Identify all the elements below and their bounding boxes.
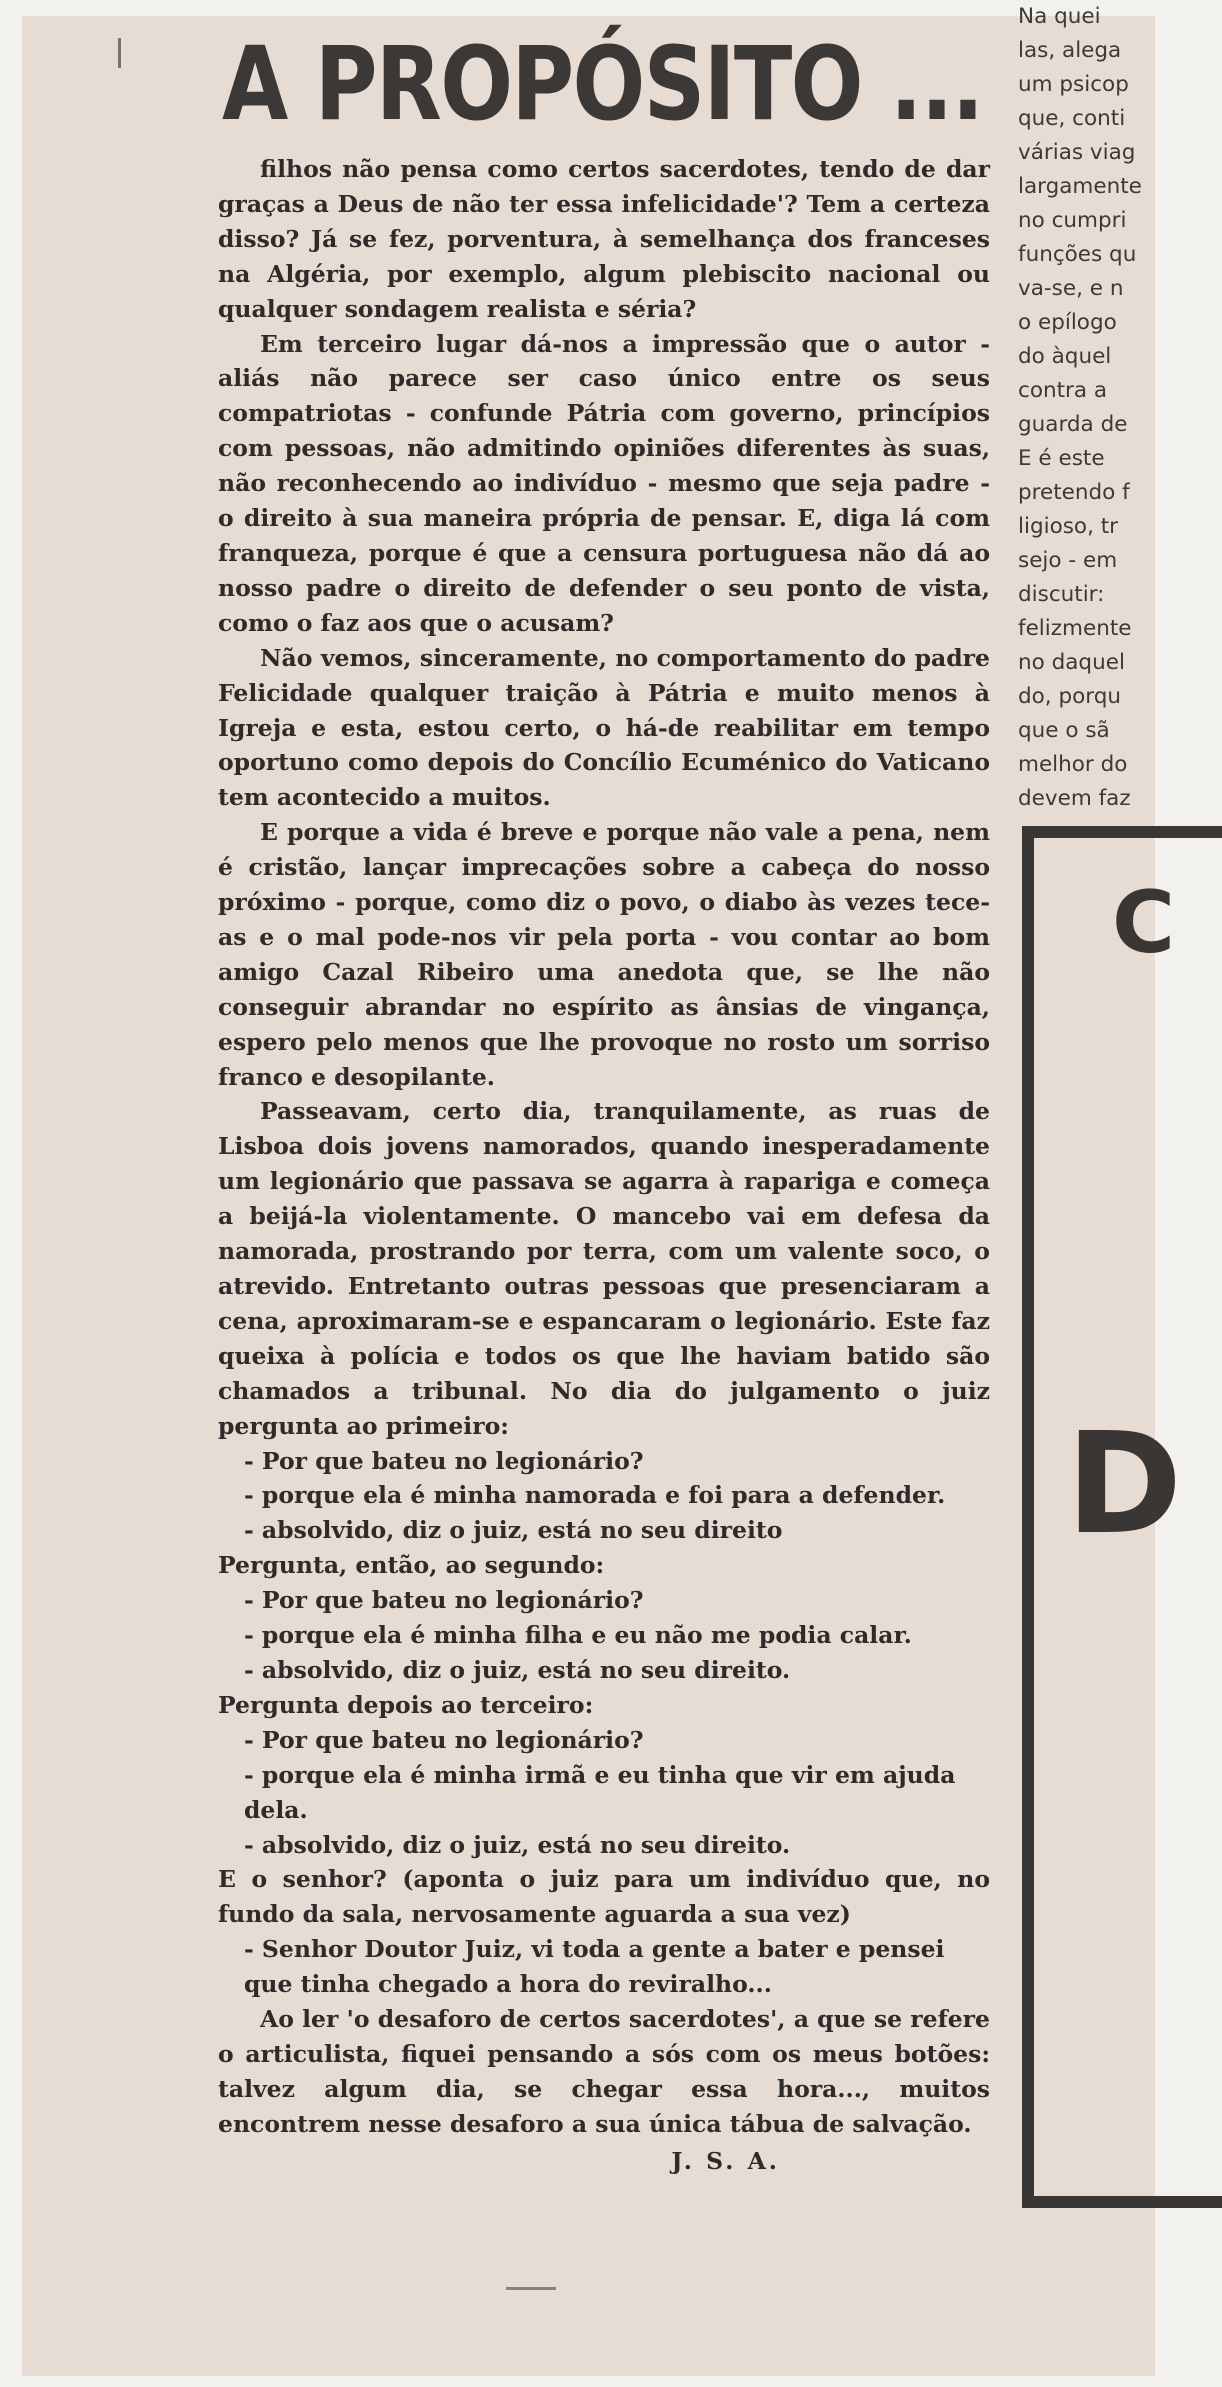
article-paragraph: Passeavam, certo dia, tranquilamente, as ruas de Lisboa dois jovens namorados, quando inesperadamente um legionário que passava se agarra à rapariga e começa a beijá-la violentamente. O mancebo vai em defesa da namorada, prostrando por terra, com um valente soco, o atrevido. Entretanto outras pessoas que presenciaram a cena, aproximaram-se e espancaram o legionário. Este faz queixa à polícia e todos os que lhe haviam batido são chamados a tribunal. No dia do julgamento o juiz pergunta ao primeiro: [218,1097,990,1440]
boxed-ad-letter-large: D [1066,1403,1183,1566]
adjacent-column-line: Na quei [1018,4,1101,29]
adjacent-column-line: do àquel [1018,344,1112,369]
adjacent-column-line: sejo - em [1018,548,1118,573]
adjacent-column-line: melhor do [1018,752,1128,777]
adjacent-column-line: que o sã [1018,718,1110,743]
adjacent-column-line: no daquel [1018,650,1125,675]
column-rule-mark [118,38,121,68]
adjacent-column-line: felizmente [1018,616,1132,641]
dialogue-line: - porque ela é minha filha e eu não me podia calar. [244,1621,912,1650]
adjacent-column-line: ligioso, tr [1018,514,1119,539]
adjacent-column-line: o epílogo [1018,310,1117,335]
dialogue-line: - absolvido, diz o juiz, está no seu direito [244,1516,783,1545]
adjacent-column-fragment [1018,0,1155,816]
adjacent-column-line: contra a [1018,378,1108,403]
adjacent-column-line: guarda de [1018,412,1128,437]
article-paragraph: Em terceiro lugar dá-nos a impressão que o autor - aliás não parece ser caso único entre os seus compatriotas - confunde Pátria com governo, princípios com pessoas, não admitindo opiniões diferentes às suas, não reconhecendo ao indivíduo - mesmo que seja padre - o direito à sua maneira própria de pensar. E, diga lá com franqueza, porque é que a censura portuguesa não dá ao nosso padre o direito de defender o seu ponto de vista, como o faz aos que o acusam? [218,329,990,637]
boxed-ad-letter-top: C [1112,873,1176,973]
adjacent-column-line: largamente [1018,174,1142,199]
adjacent-column-line: que, conti [1018,106,1126,131]
adjacent-column-line: do, porqu [1018,684,1122,709]
article-paragraph: E o senhor? (aponta o juiz para um indivíduo que, no fundo da sala, nervosamente aguarda a sua vez) [218,1865,990,1929]
author-signature: J. S. A. [671,2146,780,2175]
article-paragraph: filhos não pensa como certos sacerdotes, tendo de dar graças a Deus de não ter essa infelicidade'? Tem a certeza disso? Já se fez, porventura, à semelhança dos franceses na Algéria, por exemplo, algum plebiscito nacional ou qualquer sondagem realista e séria? [218,155,990,323]
article-body [218,152,990,2179]
article-paragraph: Não vemos, sinceramente, no comportamento do padre Felicidade qualquer traição à Pátria e muito menos à Igreja e esta, estou certo, o há-de reabilitar em tempo oportuno como depois do Concílio Ecuménico do Vaticano tem acontecido a muitos. [218,643,990,812]
dialogue-line: - porque ela é minha irmã e eu tinha que vir em ajuda dela. [244,1760,956,1824]
adjacent-column-line: va-se, e n [1018,276,1124,301]
adjacent-column-line: las, alega [1018,38,1122,63]
article-paragraph: Pergunta, então, ao segundo: [218,1551,605,1580]
adjacent-column-line: devem faz [1018,786,1131,811]
dialogue-line: - Por que bateu no legionário? [244,1446,644,1475]
adjacent-column-line: um psicop [1018,72,1129,97]
adjacent-column-line: discutir: [1018,582,1105,607]
end-dash-mark [506,2287,556,2290]
article-paragraph: E porque a vida é breve e porque não vale a pena, nem é cristão, lançar imprecações sobre a cabeça do nosso próximo - porque, como diz o povo, o diabo às vezes tece-as e o mal pode-nos vir pela porta - vou contar ao bom amigo Cazal Ribeiro uma anedota que, se lhe não conseguir abrandar no espírito as ânsias de vingança, espero pelo menos que lhe provoque no rosto um sorriso franco e desopilante. [218,818,990,1091]
dialogue-line: - absolvido, diz o juiz, está no seu direito. [244,1830,791,1859]
dialogue-line: - porque ela é minha namorada e foi para a defender. [244,1481,946,1510]
adjacent-column-line: pretendo f [1018,480,1130,505]
dialogue-line: - Por que bateu no legionário? [244,1725,644,1754]
adjacent-column-line: E é este [1018,446,1105,471]
dialogue-line: - absolvido, diz o juiz, está no seu direito. [244,1655,791,1684]
dialogue-line: - Por que bateu no legionário? [244,1586,644,1615]
adjacent-column-line: funções qu [1018,242,1137,267]
article-headline: A PROPÓSITO ... [222,25,983,144]
adjacent-column-line: várias viag [1018,140,1136,165]
adjacent-column-line: no cumpri [1018,208,1127,233]
article-paragraph: Ao ler 'o desaforo de certos sacerdotes', a que se refere o articulista, fiquei pensando a sós com os meus botões: talvez algum dia, se chegar essa hora..., muitos encontrem nesse desaforo a sua única tábua de salvação. [218,2005,990,2138]
article-paragraph: Pergunta depois ao terceiro: [218,1690,594,1719]
dialogue-line: - Senhor Doutor Juiz, vi toda a gente a bater e pensei que tinha chegado a hora do reviralho... [244,1935,945,1999]
